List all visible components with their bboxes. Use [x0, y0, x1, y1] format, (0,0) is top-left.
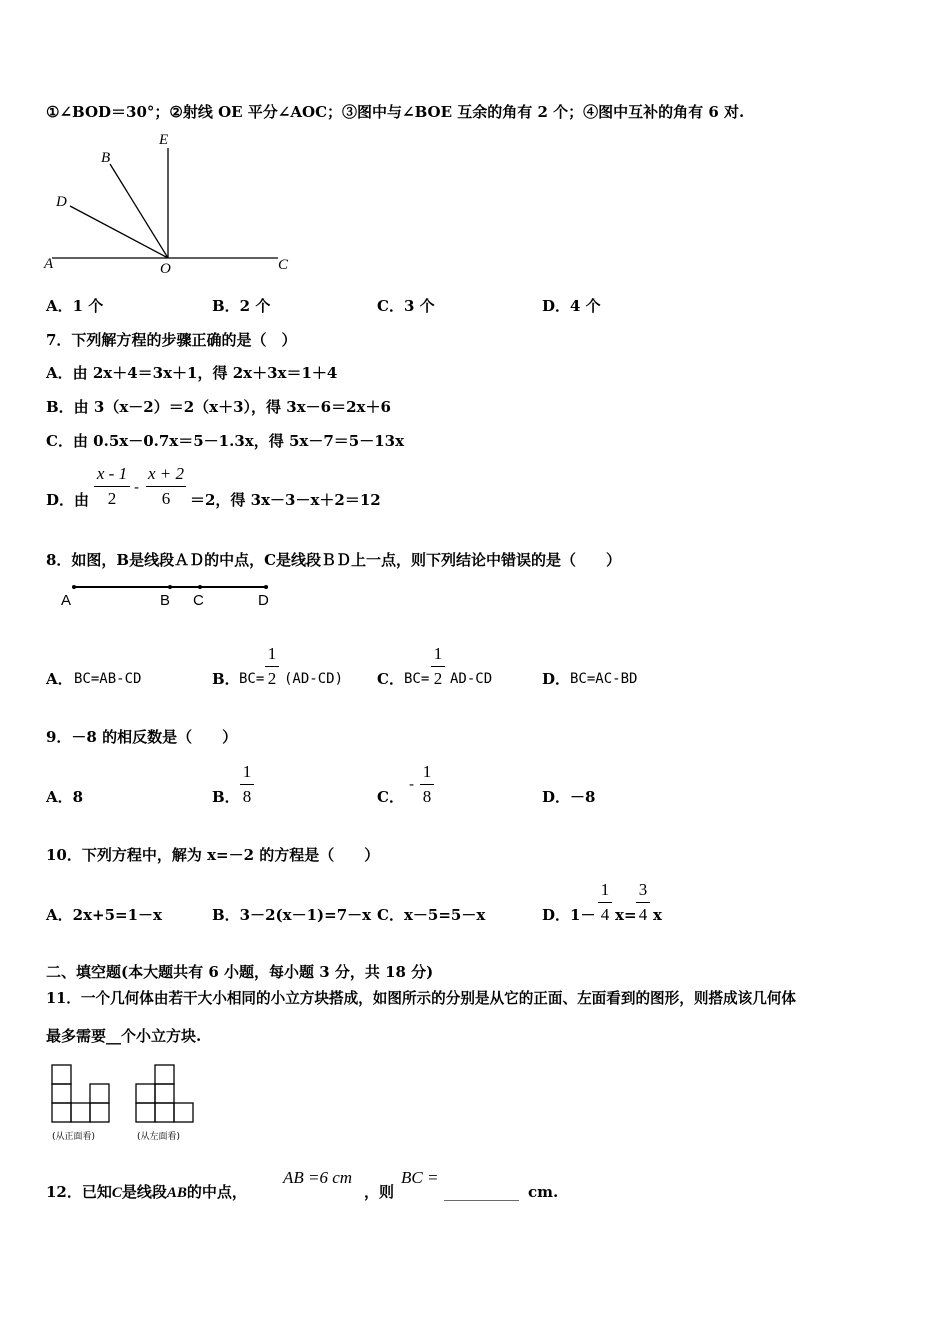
q12-unit: cm. — [528, 1183, 559, 1201]
q7-frac2-num: x + 2 — [147, 464, 185, 483]
seg-label-a: A — [61, 592, 72, 609]
section-2-title: 二、填空题(本大题共有 6 小题，每小题 3 分，共 18 分) — [46, 963, 434, 981]
q7-stem: 7．下列解方程的步骤正确的是（ ） — [46, 331, 297, 349]
q7-option-c: C．由 0.5x－0.7x＝5－1.3x，得 5x－7＝5－13x — [46, 432, 405, 450]
q7-option-a: A．由 2x＋4＝3x＋1，得 2x＋3x＝1＋4 — [46, 364, 338, 382]
q12-line — [46, 1182, 247, 1203]
q10-option-a: A．2x+5=1－x — [46, 906, 162, 924]
q11-line-2: 最多需要__个小立方块. — [46, 1027, 202, 1045]
q8-option-a-label: A． — [46, 670, 73, 688]
q6-option-b: B．2 个 — [212, 297, 271, 315]
q8-option-a: BC=AB-CD — [74, 671, 142, 687]
q9-c-den: 8 — [422, 787, 432, 806]
q8-option-c-prefix: BC= — [404, 671, 430, 687]
q6-option-a: A．1 个 — [46, 297, 104, 315]
left-view — [136, 1065, 193, 1122]
label-b: B — [101, 150, 111, 166]
q9-b-num: 1 — [242, 762, 252, 781]
q10-option-d-suffix: x — [653, 906, 662, 924]
q7-option-d-suffix: ＝2，得 3x－3－x＋2＝12 — [190, 491, 381, 509]
q6-statement: ①∠BOD＝30°；②射线 OE 平分∠AOC；③图中与∠BOE 互余的角有 2 个；④图中互补的角有 6 对. — [46, 103, 745, 121]
q11-line-1: 11．一个几何体由若干大小相同的小立方块搭成，如图所示的分别是从它的正面、左面看到的图形，则搭成该几何体 — [46, 990, 797, 1007]
q12-then: ，则 — [364, 1183, 395, 1201]
q8-option-b-prefix: BC= — [239, 671, 265, 687]
label-c: C — [278, 257, 289, 273]
q12-given: AB =6 cm — [283, 1168, 353, 1187]
q9-stem: 9．－8 的相反数是（ ） — [46, 728, 238, 746]
q8-c-half-num: 1 — [433, 644, 443, 663]
q10-option-c: C．x－5=5－x — [377, 906, 486, 924]
q9-option-d: D．－8 — [542, 788, 596, 806]
front-view-caption: (从正面看) — [52, 1132, 96, 1142]
q9-option-b-label: B． — [212, 788, 240, 806]
q8-option-c-suffix: AD-CD — [450, 671, 493, 687]
q12-prefix: 12．已知 — [46, 1183, 112, 1201]
q9-c-minus: - — [409, 775, 415, 793]
q8-c-half-den: 2 — [433, 669, 443, 688]
label-d: D — [56, 194, 67, 210]
q7-frac2-den: 6 — [161, 489, 171, 508]
q12-var-c: C — [111, 1185, 122, 1201]
q10-option-b: B．3－2(x－1)=7－x — [212, 906, 372, 924]
q10-f1-den: 4 — [600, 905, 610, 924]
q8-option-c-label: C． — [377, 670, 404, 688]
q10-f2-num: 3 — [638, 880, 648, 899]
q8-option-d-label: D． — [542, 670, 571, 688]
q8-option-b-suffix: (AD-CD) — [284, 671, 344, 687]
q7-option-b: B．由 3（x－2）＝2（x＋3），得 3x－6＝2x＋6 — [46, 398, 391, 416]
q12-var-ab: AB — [166, 1185, 187, 1201]
q7-frac1-num: x - 1 — [96, 464, 128, 483]
q9-c-num: 1 — [422, 762, 432, 781]
front-view — [52, 1065, 109, 1122]
q7-minus: - — [134, 478, 140, 496]
q9-option-c-label: C． — [377, 788, 404, 806]
q8-option-d: BC=AC-BD — [570, 671, 638, 687]
q7-frac1-den: 2 — [107, 489, 117, 508]
seg-label-b: B — [160, 592, 171, 609]
q7-option-d-prefix: D．由 — [46, 491, 90, 509]
q12-mid2: 的中点， — [186, 1183, 247, 1201]
q10-option-d-prefix: D．1－ — [542, 906, 596, 924]
q9-option-a: A．8 — [46, 788, 84, 806]
seg-label-d: D — [258, 592, 269, 609]
seg-label-c: C — [193, 592, 204, 609]
q8-b-half-den: 2 — [267, 669, 277, 688]
q10-f1-num: 1 — [600, 880, 610, 899]
q6-option-d: D．4 个 — [542, 297, 601, 315]
q12-ask: BC = — [401, 1168, 439, 1187]
label-o: O — [160, 261, 171, 277]
q12-mid: 是线段 — [121, 1183, 167, 1201]
q10-f2-den: 4 — [638, 905, 648, 924]
q6-option-c: C．3 个 — [377, 297, 435, 315]
q9-b-den: 8 — [242, 787, 252, 806]
label-e: E — [159, 132, 169, 148]
q8-b-half-num: 1 — [267, 644, 277, 663]
q8-stem: 8．如图，B是线段ＡＤ的中点，C是线段ＢＤ上一点，则下列结论中错误的是（ ） — [46, 551, 622, 569]
left-view-caption: (从左面看) — [137, 1132, 181, 1142]
label-a: A — [44, 256, 54, 272]
q8-option-b-label: B． — [212, 670, 240, 688]
q10-option-d-mid: x= — [615, 906, 637, 924]
q12-blank[interactable]: __________ — [444, 1183, 519, 1201]
q10-stem: 10．下列方程中，解为 x=－2 的方程是（ ） — [46, 846, 380, 864]
